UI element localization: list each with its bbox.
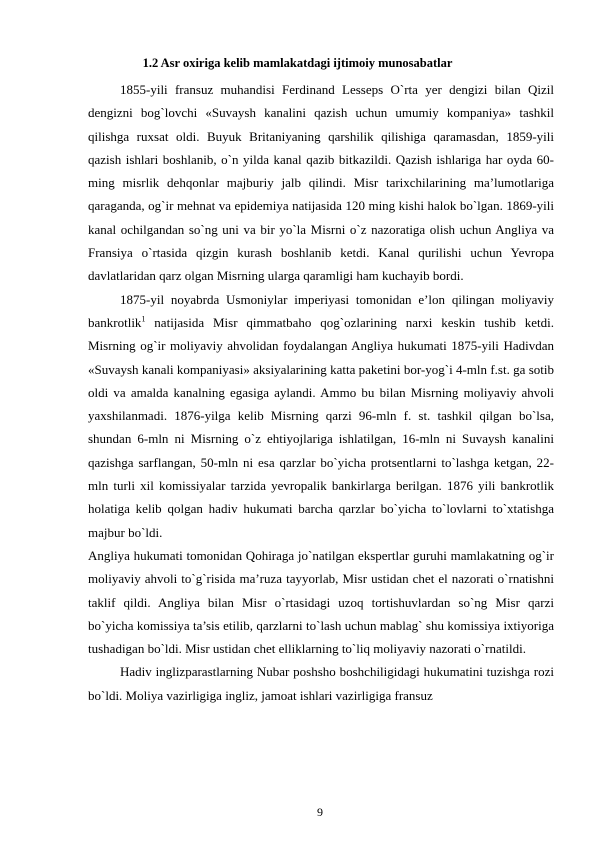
paragraph-bankruptcy [88, 288, 554, 544]
footnote-marker[interactable]: 1 [141, 314, 146, 324]
paragraph-foreign-control: Angliya hukumati tomonidan Qohiraga jo`natilgan ekspertlar guruhi mamlakatning og`ir moliyaviy ahvoli to`g`risida ma’ruza tayyorlab, Misr ustidan chet el nazorati o`rnatishni taklif qildi. Angliya bilan Misr o`rtasidagi uzoq tortishuvlardan so`ng Misr qarzi bo`yicha komissiya ta’sis etilib, qarzlarni to`lash uchun mablag` shu komissiya ixtiyoriga tushadigan bo`ldi. Misr ustidan chet elliklarning to`liq moliyaviy nazorati o`rnatildi. [88, 547, 554, 657]
paragraph-suez-canal: 1855-yili fransuz muhandisi Ferdinand Lesseps O`rta yer dengizi bilan Qizil dengizni bog`lovchi «Suvaysh kanalini qazish uchun umumiy kompaniya» tashkil qilishga ruxsat oldi. Buyuk Britaniyaning qarshilik qilishiga qaramasdan, 1859-yili qazish ishlari boshlanib, o`n yilda kanal qazib bitkazildi. Qazish ishlariga har oyda 60-ming misrlik dehqonlar majburiy jalb qilindi. Misr tarixchilarining ma’lumotlariga qaraganda, og`ir mehnat va epidemiya natijasida 120 ming kishi halok bo`lgan. 1869-yili kanal ochilgandan so`ng uni va bir yo`la Misrni o`z nazoratiga olish uchun Angliya va Fransiya o`rtasida qizgin kurash boshlanib ketdi. Kanal qurilishi uchun Yevropa davlatlaridan qarz olgan Misrning ularga qaramligi ham kuchayib bordi. [88, 82, 554, 284]
section-heading: 1.2 Asr oxiriga kelib mamlakatdagi ijtimoiy munosabatlar [142, 56, 453, 70]
paragraph-bankruptcy-start: 1875-yil noyabrda Usmoniylar imperiyasi tomonidan e’lon qilingan moliyaviy bankrotlik [88, 291, 554, 330]
body-text [88, 78, 554, 707]
paragraph-nubar-government: Hadiv inglizparastlarning Nubar poshsho boshchiligidagi hukumatini tuzishga rozi bo`ldi. Moliya vazirligiga ingliz, jamoat ishlari vazirligiga fransuz [88, 664, 554, 703]
page-number: 9 [317, 805, 323, 819]
paragraph-bankruptcy-rest: natijasida Misr qimmatbaho qog`ozlarining narxi keskin tushib ketdi. Misrning og`ir moliyaviy ahvolidan foydalangan Angliya hukumati 1875-yili Hadivdan «Suvaysh kanali kompaniyasi» aksiyalarining katta paketini bor-yog`i 4-mln f.st. ga sotib oldi va amalda kanalning egasiga aylandi. Ammo bu bilan Misrning moliyaviy ahvoli yaxshilanmadi. 1876-yilga kelib Misrning qarzi 96-mln f. st. tashkil qilgan bo`lsa, shundan 6-mln ni Misrning o`z ehtiyojlariga ishlatilgan, 16-mln ni Suvaysh kanalini qazishga sarflangan, 50-mln ni esa qarzlar bo`yicha protsentlarni to`lashga ketgan, 22-mln turli xil komissiyalar tarzida yevropalik bankirlarga berilgan. 1876 yili bankrotlik holatiga kelib qolgan hadiv hukumati barcha qarzlar bo`yicha to`lovlarni to`xtatishga majbur bo`ldi. [88, 314, 554, 540]
